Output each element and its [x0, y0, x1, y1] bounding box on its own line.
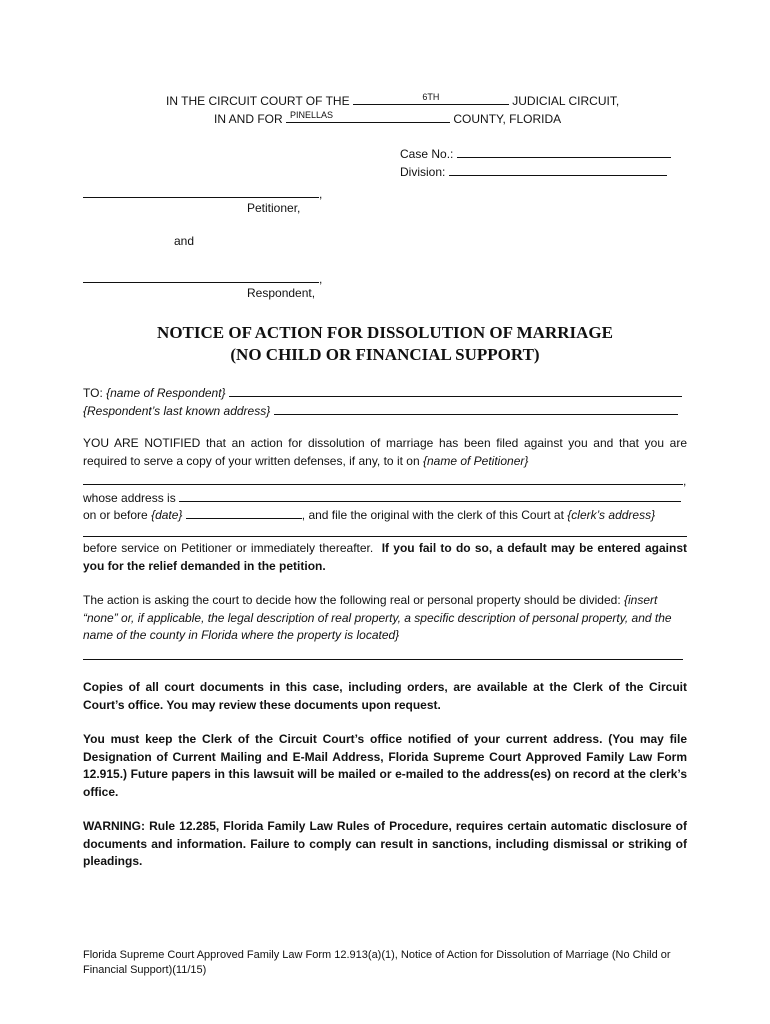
county-value: PINELLAS — [290, 110, 334, 120]
form-title-line2: (NO CHILD OR FINANCIAL SUPPORT) — [230, 345, 540, 364]
petitioner-name-line: , — [83, 184, 322, 203]
copies-paragraph: Copies of all court documents in this case, including orders, are available at the Clerk of the Circuit Court’s office. You may review these documents upon request. — [83, 680, 687, 712]
property-paragraph — [83, 592, 687, 645]
respondent-name-line: , — [83, 269, 322, 288]
keep-clerk-paragraph: You must keep the Clerk of the Circuit Court’s office notified of your current address. (You may file Designation of Current Mailing and E-Mail Address, Florida Supreme Court Approved Family Law Form 12.915.) Future papers in this lawsuit will be mailed or e-mailed to the address(es) on record at the clerk’s office. — [83, 732, 687, 799]
clerk-address-field[interactable] — [83, 523, 687, 537]
circuit-field[interactable] — [353, 91, 509, 105]
on-or-before-label: on or before — [83, 508, 148, 522]
notified-paragraph — [83, 435, 687, 470]
and-label: and — [174, 234, 195, 248]
case-number-line — [400, 144, 671, 163]
respondent-address-hint: {Respondent’s last known address} — [83, 404, 271, 418]
petitioner-name-blank[interactable] — [83, 471, 683, 485]
default-warning-text: If you fail to do so, a default may be entered against you for the relief demanded in the petition. — [83, 541, 688, 573]
division-field[interactable] — [449, 162, 667, 176]
division-line — [400, 162, 667, 181]
to-label: TO: — [83, 386, 103, 400]
warning-paragraph: WARNING: Rule 12.285, Florida Family Law Rules of Procedure, requires certain automatic disclosure of documents and information. Failure to comply can result in sanctions, including dismissal or striking of pleadings. — [83, 819, 687, 868]
petitioner-name-hint: {name of Petitioner} — [422, 453, 529, 468]
to-address-field[interactable] — [274, 401, 678, 415]
case-no-label: Case No.: — [400, 147, 454, 161]
court-suffix: JUDICIAL CIRCUIT, — [512, 94, 620, 108]
court-prefix: IN THE CIRCUIT COURT OF THE — [166, 94, 350, 108]
county-suffix: COUNTY, FLORIDA — [453, 112, 562, 126]
to-address-line — [83, 401, 678, 420]
to-name-field[interactable] — [229, 383, 682, 397]
petitioner-address-field[interactable] — [179, 488, 681, 502]
division-label: Division: — [400, 165, 446, 179]
default-paragraph — [83, 540, 687, 575]
respondent-name-hint: {name of Respondent} — [106, 386, 226, 400]
form-footer: Florida Supreme Court Approved Family Law Form 12.913(a)(1), Notice of Action for Dissolution of Marriage (No Child or Financial Support)(11/15) — [83, 949, 671, 976]
petitioner-label: Petitioner, — [247, 201, 301, 215]
property-field[interactable] — [83, 646, 683, 660]
county-prefix: IN AND FOR — [214, 112, 283, 126]
whose-address-label: whose address is — [83, 491, 176, 505]
notified-text: YOU ARE NOTIFIED that an action for dissolution of marriage has been filed against you and that you are required to serve a copy of your written defenses, if any, to it on — [83, 436, 687, 468]
circuit-value: 6TH — [422, 92, 440, 102]
file-original-text: , and file the original with the clerk of this Court at — [301, 508, 564, 522]
county-field[interactable] — [286, 109, 450, 123]
property-hint: {insert “none” or, if applicable, the legal description of real property, a specific description of personal property, and the name of the county in Florida where the property is located} — [83, 593, 672, 642]
to-name-line — [83, 383, 682, 402]
petitioner-name-field[interactable] — [83, 184, 319, 198]
date-field[interactable] — [186, 505, 302, 519]
date-hint: {date} — [151, 508, 183, 522]
property-blank-line — [83, 646, 683, 665]
property-text: The action is asking the court to decide how the following real or personal property should be divided: — [83, 593, 621, 607]
respondent-label: Respondent, — [247, 286, 316, 300]
county-line — [214, 109, 561, 128]
clerk-address-hint: {clerk’s address} — [567, 508, 656, 522]
respondent-name-field[interactable] — [83, 269, 319, 283]
case-number-field[interactable] — [457, 144, 671, 158]
before-service-text: before service on Petitioner or immediately thereafter. — [83, 541, 374, 555]
petitioner-blank-line: , — [83, 471, 686, 490]
form-title-line1: NOTICE OF ACTION FOR DISSOLUTION OF MARRIAGE — [157, 323, 613, 342]
date-clerk-line — [83, 505, 655, 524]
